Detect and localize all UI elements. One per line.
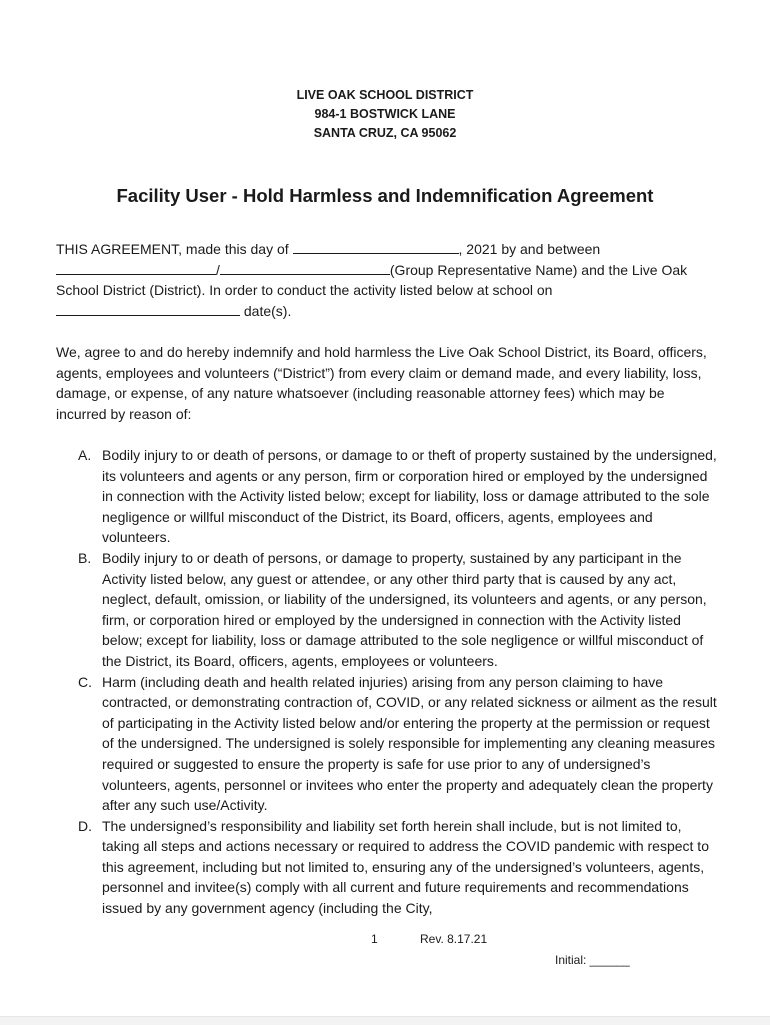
list-item-text: Harm (including death and health related injuries) arising from any person claiming to have contracted, or demonstrating contraction of, COVID, or any related sickness or ailment as the result of participating in the Activity listed below and/or entering the property at the permission or request of the undersigned. The undersigned is solely responsible for implementing any cleaning measures required or suggested to ensure the property is safe for use prior to any of undersigned’s volunteers, agents, personnel or invitees who enter the property and adequately clean the property after any such use/Activity. (102, 673, 717, 814)
page-number: 1 (371, 932, 378, 946)
district-city: SANTA CRUZ, CA 95062 (313, 126, 457, 140)
intro-text-2: , 2021 by and between (458, 241, 601, 257)
agreement-title: Facility User - Hold Harmless and Indemnification Agreement (116, 185, 654, 206)
date-blank[interactable] (293, 239, 459, 254)
intro-paragraph (56, 239, 716, 321)
revision-label: Rev. 8.17.21 (420, 932, 488, 946)
list-item (78, 548, 718, 672)
list-marker: A. (78, 447, 92, 463)
intro-text-3: (Group Representative Name) and the Live Oak School District (District). In order to conduct the activity listed below at school on (56, 261, 688, 299)
list-marker: D. (78, 817, 92, 834)
initial-field[interactable]: Initial: ______ (555, 953, 630, 967)
list-item (78, 816, 718, 919)
group-name-blank[interactable] (56, 260, 216, 275)
list-item-text: The undersigned’s responsibility and liability set forth herein shall include, but is not limited to, taking all steps and actions necessary or required to address the COVID pandemic with respect to this agreement, including but not limited to, ensuring any of the undersigned’s volunteers, agents, personnel and invitee(s) comply with all current and future requirements and recommendations issued by any government agency (including the City, (102, 817, 709, 917)
representative-name-blank[interactable] (220, 260, 390, 275)
indemnification-list (78, 445, 718, 919)
list-item-text: Bodily injury to or death of persons, or damage to property, sustained by any participant in the Activity listed below, any guest or attendee, or any other third party that is caused by any act, neglect, default, omission, or liability of the undersigned, its volunteers and agents, or any person, firm, or corporation hired or employed by the undersigned in connection with the Activity listed below; except for liability, loss or damage attributed to the sole negligence or willful misconduct of the District, its Board, officers, agents, employees or volunteers. (102, 549, 707, 669)
list-item (78, 672, 718, 816)
list-marker: C. (78, 673, 92, 690)
list-item-text: Bodily injury to or death of persons, or damage to or theft of property sustained by the undersigned, its volunteers and agents or any person, firm or corporation hired or employed by the undersigned in connection with the Activity listed below; except for liability, loss or damage attributed to the sole negligence or willful misconduct of the District, its Board, officers, agents, employees and volunteers. (102, 447, 717, 546)
district-name: LIVE OAK SCHOOL DISTRICT (296, 88, 474, 102)
district-street: 984-1 BOSTWICK LANE (314, 107, 456, 121)
list-item (78, 445, 718, 548)
activity-date-blank[interactable] (56, 301, 240, 316)
list-marker: B. (78, 549, 92, 566)
intro-text-4: date(s). (243, 302, 292, 319)
intro-text-1: THIS AGREEMENT, made this day of (56, 241, 289, 257)
district-header (0, 86, 770, 143)
indemnify-paragraph: We, agree to and do hereby indemnify and hold harmless the Live Oak School District, its Board, officers, agents, employees and volunteers (“District”) from every claim or demand made, and every liability, loss, damage, or expense, of any nature whatsoever (including reasonable attorney fees) which may be incurred by reason of: (56, 344, 707, 422)
intro-slash: / (216, 261, 220, 278)
